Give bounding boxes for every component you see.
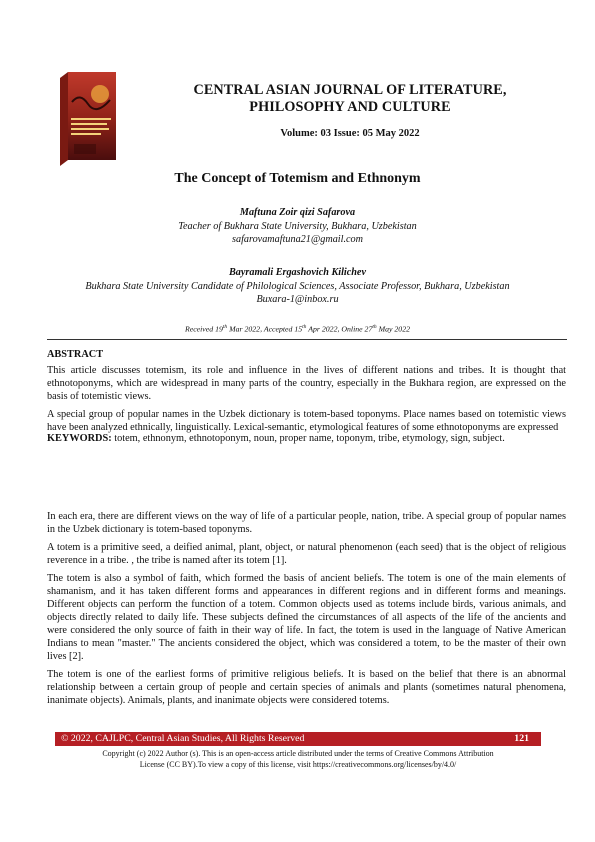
received-text: Received 19 [184, 324, 223, 334]
footer-copyright: © 2022, CAJLPC, Central Asian Studies, All Rights Reserved [61, 733, 305, 744]
accepted-sup: th [302, 324, 307, 330]
header-divider [47, 339, 567, 340]
keywords-label: KEYWORDS: [47, 433, 112, 444]
author-email[interactable]: safarovamaftuna21@gmail.com [232, 234, 363, 245]
paper-title: The Concept of Totemism and Ethnonym [174, 171, 421, 186]
main-text [47, 510, 566, 712]
author-name: Bayramali Ergashovich Kilichev [229, 267, 366, 278]
body-paragraph: A totem is a primitive seed, a deified animal, plant, object, or natural phenomenon (each seed) that is the object of religious reverence in a tribe. , the tribe is named after its totem [1]. [47, 542, 566, 566]
body-paragraph: In each era, there are different views on the way of life of a particular people, nation, tribe. A special group of popular names in the Uzbek dictionary is totem-based toponyms. [47, 511, 566, 535]
footer-bar [55, 732, 541, 746]
body-paragraph: The totem is also a symbol of faith, which formed the basis of ancient beliefs. The totem is one of the main elements of shamanism, and it has taken different forms and appearances in different regions and in different forms and meanings. Different objects can perform the function of a totem. Common objects used as totems include birds, various animals, and objects directly related to daily life. These subjects defined the circumstances of all aspects of the life of the ancients and were considered the only source of faith in their way of life. In fact, the totem is used in the language of Native American Indians to mean "master." The ancients considered the object, which was considered a totem, to be the master of their own lives [2]. [47, 573, 566, 662]
author-block-2 [40, 266, 555, 307]
abstract [47, 364, 566, 439]
online-text: Apr 2022, Online 27 [306, 324, 373, 334]
journal-title [140, 82, 560, 116]
keywords [47, 432, 566, 445]
abstract-heading: ABSTRACT [47, 349, 104, 360]
volume-issue: Volume: 03 Issue: 05 May 2022 [280, 128, 420, 139]
abstract-paragraph: A special group of popular names in the Uzbek dictionary is totem-based toponyms. Place names based on totemistic views have been analyzed ethnically, linguistically. Lexical-semantic, etymological features of some ethnotoponyms are expressed [47, 409, 566, 433]
body-paragraph: The totem is one of the earliest forms of primitive religious beliefs. It is based on the belief that there is an abnormal relationship between a certain group of people and certain species of animals and plants (sometimes natural phenomena, inanimate objects). Animals, plants, and inanimate objects were considered totems. [47, 669, 566, 706]
author-email[interactable]: Buxara-1@inbox.ru [256, 294, 339, 305]
license-notice [55, 748, 541, 770]
received-sup: th [222, 324, 228, 330]
author-block-1 [40, 206, 555, 247]
license-line: Copyright (c) 2022 Author (s). This is an open-access article distributed under the terms of Creative Commons Attribution [102, 749, 494, 758]
license-line[interactable]: License (CC BY).To view a copy of this license, visit https://creativecommons.org/licenses/by/4.0/ [139, 760, 457, 769]
journal-title-line1: CENTRAL ASIAN JOURNAL OF LITERATURE, [193, 82, 507, 98]
online-date: May 2022 [376, 324, 410, 334]
accepted-text: Mar 2022, Accepted 15 [227, 324, 303, 334]
online-sup: th [372, 324, 377, 330]
received-dates [0, 324, 595, 334]
journal-cover-icon [60, 72, 116, 166]
author-affiliation: Bukhara State University Candidate of Philological Sciences, Associate Professor, Bukhara, Uzbekistan [85, 280, 510, 292]
journal-title-line2: PHILOSOPHY AND CULTURE [249, 99, 451, 115]
author-affiliation: Teacher of Bukhara State University, Bukhara, Uzbekistan [178, 220, 417, 232]
keywords-text: totem, ethnonym, ethnotoponym, noun, proper name, toponym, tribe, etymology, sign, subject. [111, 433, 505, 444]
author-name: Maftuna Zoir qizi Safarova [239, 207, 356, 218]
page-number: 121 [514, 733, 529, 744]
abstract-paragraph: This article discusses totemism, its role and influence in the lives of different nations and tribes. It is thought that ethnotoponyms, which are widespread in many parts of the country, especially in the Bukhara region, are expressed on the basis of totemistic views. [47, 365, 566, 402]
